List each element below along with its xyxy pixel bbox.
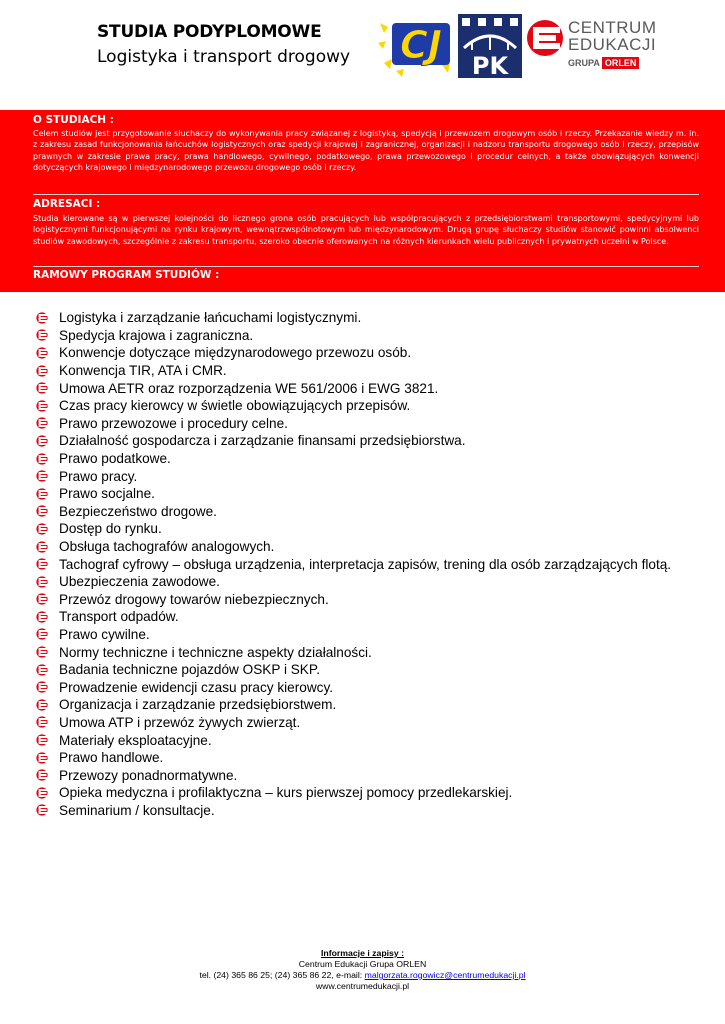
- centrum-edukacji-bullet-icon: [36, 769, 49, 781]
- program-heading: RAMOWY PROGRAM STUDIÓW :: [33, 269, 220, 281]
- centrum-edukacji-bullet-icon: [36, 523, 49, 535]
- centrum-edukacji-bullet-icon: [36, 593, 49, 605]
- centrum-edukacji-bullet-icon: [36, 541, 49, 553]
- cj-logo-text: CJ: [399, 23, 443, 67]
- program-list-item: [36, 362, 671, 380]
- centrum-edukacji-bullet-icon: [36, 435, 49, 447]
- program-item-text: Dostęp do rynku.: [59, 521, 162, 537]
- program-item-text: Konwencje dotyczące międzynarodowego przewozu osób.: [59, 345, 412, 361]
- centrum-edukacji-bullet-icon: [36, 664, 49, 676]
- ce-grupa-text: GRUPA: [568, 58, 600, 68]
- about-heading: O STUDIACH :: [33, 114, 114, 126]
- program-item-text: Prowadzenie ewidencji czasu pracy kierowcy.: [59, 679, 334, 695]
- centrum-edukacji-bullet-icon: [36, 453, 49, 465]
- program-item-text: Przewóz drogowy towarów niebezpiecznych.: [59, 591, 329, 607]
- program-item-text: Działalność gospodarcza i zarządzanie finansami przedsiębiorstwa.: [59, 433, 466, 449]
- program-list-item: [36, 503, 671, 521]
- page-title: STUDIA PODYPLOMOWE: [97, 22, 322, 42]
- centrum-edukacji-bullet-icon: [36, 312, 49, 324]
- program-list-item: [36, 696, 671, 714]
- audience-text: Studia kierowane są w pierwszej kolejności do licznego grona osób pracujących lub współpracujących z przedsiębiorstwami transportowymi, spedycyjnymi lub logistycznymi funkcjonującymi na rynku krajowym, wewnątrzwspólnotowym lub międzynarodowym. Drugą grupę słuchaczy studiów stanowić powinni absolwenci studiów zawodowych, szczególnie z zakresu transportu, szeroko obecnie oferowanych na różnych kierunkach wielu publicznych i prywatnych uczelni w Polsce.: [33, 214, 699, 246]
- footer-heading: Informacje i zapisy :: [320, 948, 405, 958]
- centrum-edukacji-bullet-icon: [36, 365, 49, 377]
- centrum-edukacji-bullet-icon: [36, 787, 49, 799]
- program-item-text: Opieka medyczna i profilaktyczna – kurs pierwszej pomocy przedlekarskiej.: [59, 785, 513, 801]
- ce-line1: CENTRUM: [568, 18, 657, 37]
- program-list-item: [36, 327, 671, 345]
- program-list-item: [36, 379, 671, 397]
- section-divider: [33, 194, 699, 195]
- program-list-item: [36, 802, 671, 820]
- program-list-item: [36, 450, 671, 468]
- section-divider: [33, 266, 699, 267]
- program-item-text: Tachograf cyfrowy – obsługa urządzenia, interpretacja zapisów, trening dla osób zarządzających flotą.: [59, 556, 672, 572]
- program-item-text: Badania techniczne pojazdów OSKP i SKP.: [59, 662, 320, 678]
- program-item-text: Logistyka i zarządzanie łańcuchami logistycznymi.: [59, 310, 362, 326]
- program-list-item: [36, 538, 671, 556]
- program-item-text: Obsługa tachografów analogowych.: [59, 539, 275, 555]
- program-item-text: Spedycja krajowa i zagraniczna.: [59, 327, 254, 343]
- partner-logos: [376, 13, 656, 79]
- program-list-item: [36, 643, 671, 661]
- centrum-edukacji-bullet-icon: [36, 400, 49, 412]
- program-item-text: Umowa AETR oraz rozporządzenia WE 561/2006 i EWG 3821.: [59, 380, 439, 396]
- program-list-item: [36, 678, 671, 696]
- footer-contact: [0, 970, 725, 981]
- ce-orlen-badge: ORLEN: [602, 57, 640, 69]
- program-list: [36, 309, 671, 819]
- program-list-item: [36, 309, 671, 327]
- centrum-edukacji-bullet-icon: [36, 681, 49, 693]
- program-item-text: Transport odpadów.: [59, 609, 179, 625]
- centrum-edukacji-bullet-icon: [36, 576, 49, 588]
- footer: [0, 948, 725, 992]
- program-list-item: [36, 661, 671, 679]
- program-item-text: Normy techniczne i techniczne aspekty działalności.: [59, 644, 372, 660]
- program-list-item: [36, 714, 671, 732]
- program-item-text: Prawo pracy.: [59, 468, 138, 484]
- footer-phone: tel. (24) 365 86 25; (24) 365 86 22, e-mail:: [199, 970, 365, 980]
- centrum-edukacji-bullet-icon: [36, 347, 49, 359]
- program-list-item: [36, 591, 671, 609]
- pk-logo-text: PK: [471, 52, 509, 78]
- program-list-item: [36, 485, 671, 503]
- centrum-edukacji-logo: [526, 15, 656, 77]
- program-list-item: [36, 784, 671, 802]
- cj-logo: [376, 13, 456, 79]
- page-subtitle: Logistyka i transport drogowy: [97, 47, 351, 67]
- pk-logo: [458, 14, 522, 78]
- program-item-text: Konwencja TIR, ATA i CMR.: [59, 363, 227, 379]
- program-item-text: Umowa ATP i przewóz żywych zwierząt.: [59, 714, 301, 730]
- centrum-edukacji-bullet-icon: [36, 417, 49, 429]
- program-list-item: [36, 573, 671, 591]
- footer-email-link[interactable]: malgorzata.rogowicz@centrumedukacji.pl: [364, 970, 526, 980]
- centrum-edukacji-bullet-icon: [36, 611, 49, 623]
- centrum-edukacji-bullet-icon: [36, 628, 49, 640]
- centrum-edukacji-bullet-icon: [36, 716, 49, 728]
- program-item-text: Materiały eksploatacyjne.: [59, 732, 212, 748]
- centrum-edukacji-bullet-icon: [36, 382, 49, 394]
- program-item-text: Przewozy ponadnormatywne.: [59, 767, 238, 783]
- centrum-edukacji-bullet-icon: [36, 470, 49, 482]
- program-item-text: Ubezpieczenia zawodowe.: [59, 574, 220, 590]
- audience-heading: ADRESACI :: [33, 198, 101, 210]
- program-list-item: [36, 344, 671, 362]
- centrum-edukacji-bullet-icon: [36, 488, 49, 500]
- program-list-item: [36, 555, 671, 573]
- program-item-text: Prawo socjalne.: [59, 486, 155, 502]
- centrum-edukacji-bullet-icon: [36, 699, 49, 711]
- program-list-item: [36, 626, 671, 644]
- about-text: Celem studiów jest przygotowanie słuchaczy do wykonywania pracy związanej z logistyką, spedycją i przewozem drogowym osób i rzeczy. Przekazanie wiedzy m. in. z zakresu zasad funkcjonowania łańcuchów logistycznych oraz spedycji krajowej i zagranicznej, organizacji i nadzoru transportu drogowego osób i rzeczy, przepisów prawnych w zakresie prawa pracy, prawa handlowego, cywilnego, podatkowego, prawa przewozowego i procedur celnych, a także obowiązujących konwencji dotyczących krajowego i międzynarodowego przewozu drogowego osób i rzeczy.: [33, 129, 699, 172]
- centrum-edukacji-bullet-icon: [36, 646, 49, 658]
- centrum-edukacji-bullet-icon: [36, 558, 49, 570]
- program-item-text: Seminarium / konsultacje.: [59, 802, 215, 818]
- program-list-item: [36, 749, 671, 767]
- program-item-text: Czas pracy kierowcy w świetle obowiązujących przepisów.: [59, 398, 411, 414]
- program-list-item: [36, 397, 671, 415]
- centrum-edukacji-bullet-icon: [36, 329, 49, 341]
- centrum-edukacji-bullet-icon: [36, 804, 49, 816]
- program-item-text: Prawo handlowe.: [59, 750, 164, 766]
- footer-website[interactable]: www.centrumedukacji.pl: [315, 981, 410, 991]
- footer-org: Centrum Edukacji Grupa ORLEN: [298, 959, 427, 969]
- program-item-text: Prawo cywilne.: [59, 626, 150, 642]
- info-block: [0, 110, 725, 292]
- ce-line2: EDUKACJI: [568, 35, 657, 54]
- program-list-item: [36, 608, 671, 626]
- program-item-text: Organizacja i zarządzanie przedsiębiorstwem.: [59, 697, 337, 713]
- centrum-edukacji-emblem-icon: [526, 19, 564, 57]
- program-list-item: [36, 731, 671, 749]
- program-list-item: [36, 467, 671, 485]
- program-list-item: [36, 766, 671, 784]
- ce-grupa-label: [568, 57, 639, 69]
- program-item-text: Prawo podatkowe.: [59, 451, 171, 467]
- centrum-edukacji-bullet-icon: [36, 734, 49, 746]
- program-list-item: [36, 520, 671, 538]
- program-list-item: [36, 432, 671, 450]
- program-item-text: Bezpieczeństwo drogowe.: [59, 503, 217, 519]
- centrum-edukacji-bullet-icon: [36, 505, 49, 517]
- program-list-item: [36, 415, 671, 433]
- program-item-text: Prawo przewozowe i procedury celne.: [59, 415, 288, 431]
- centrum-edukacji-bullet-icon: [36, 752, 49, 764]
